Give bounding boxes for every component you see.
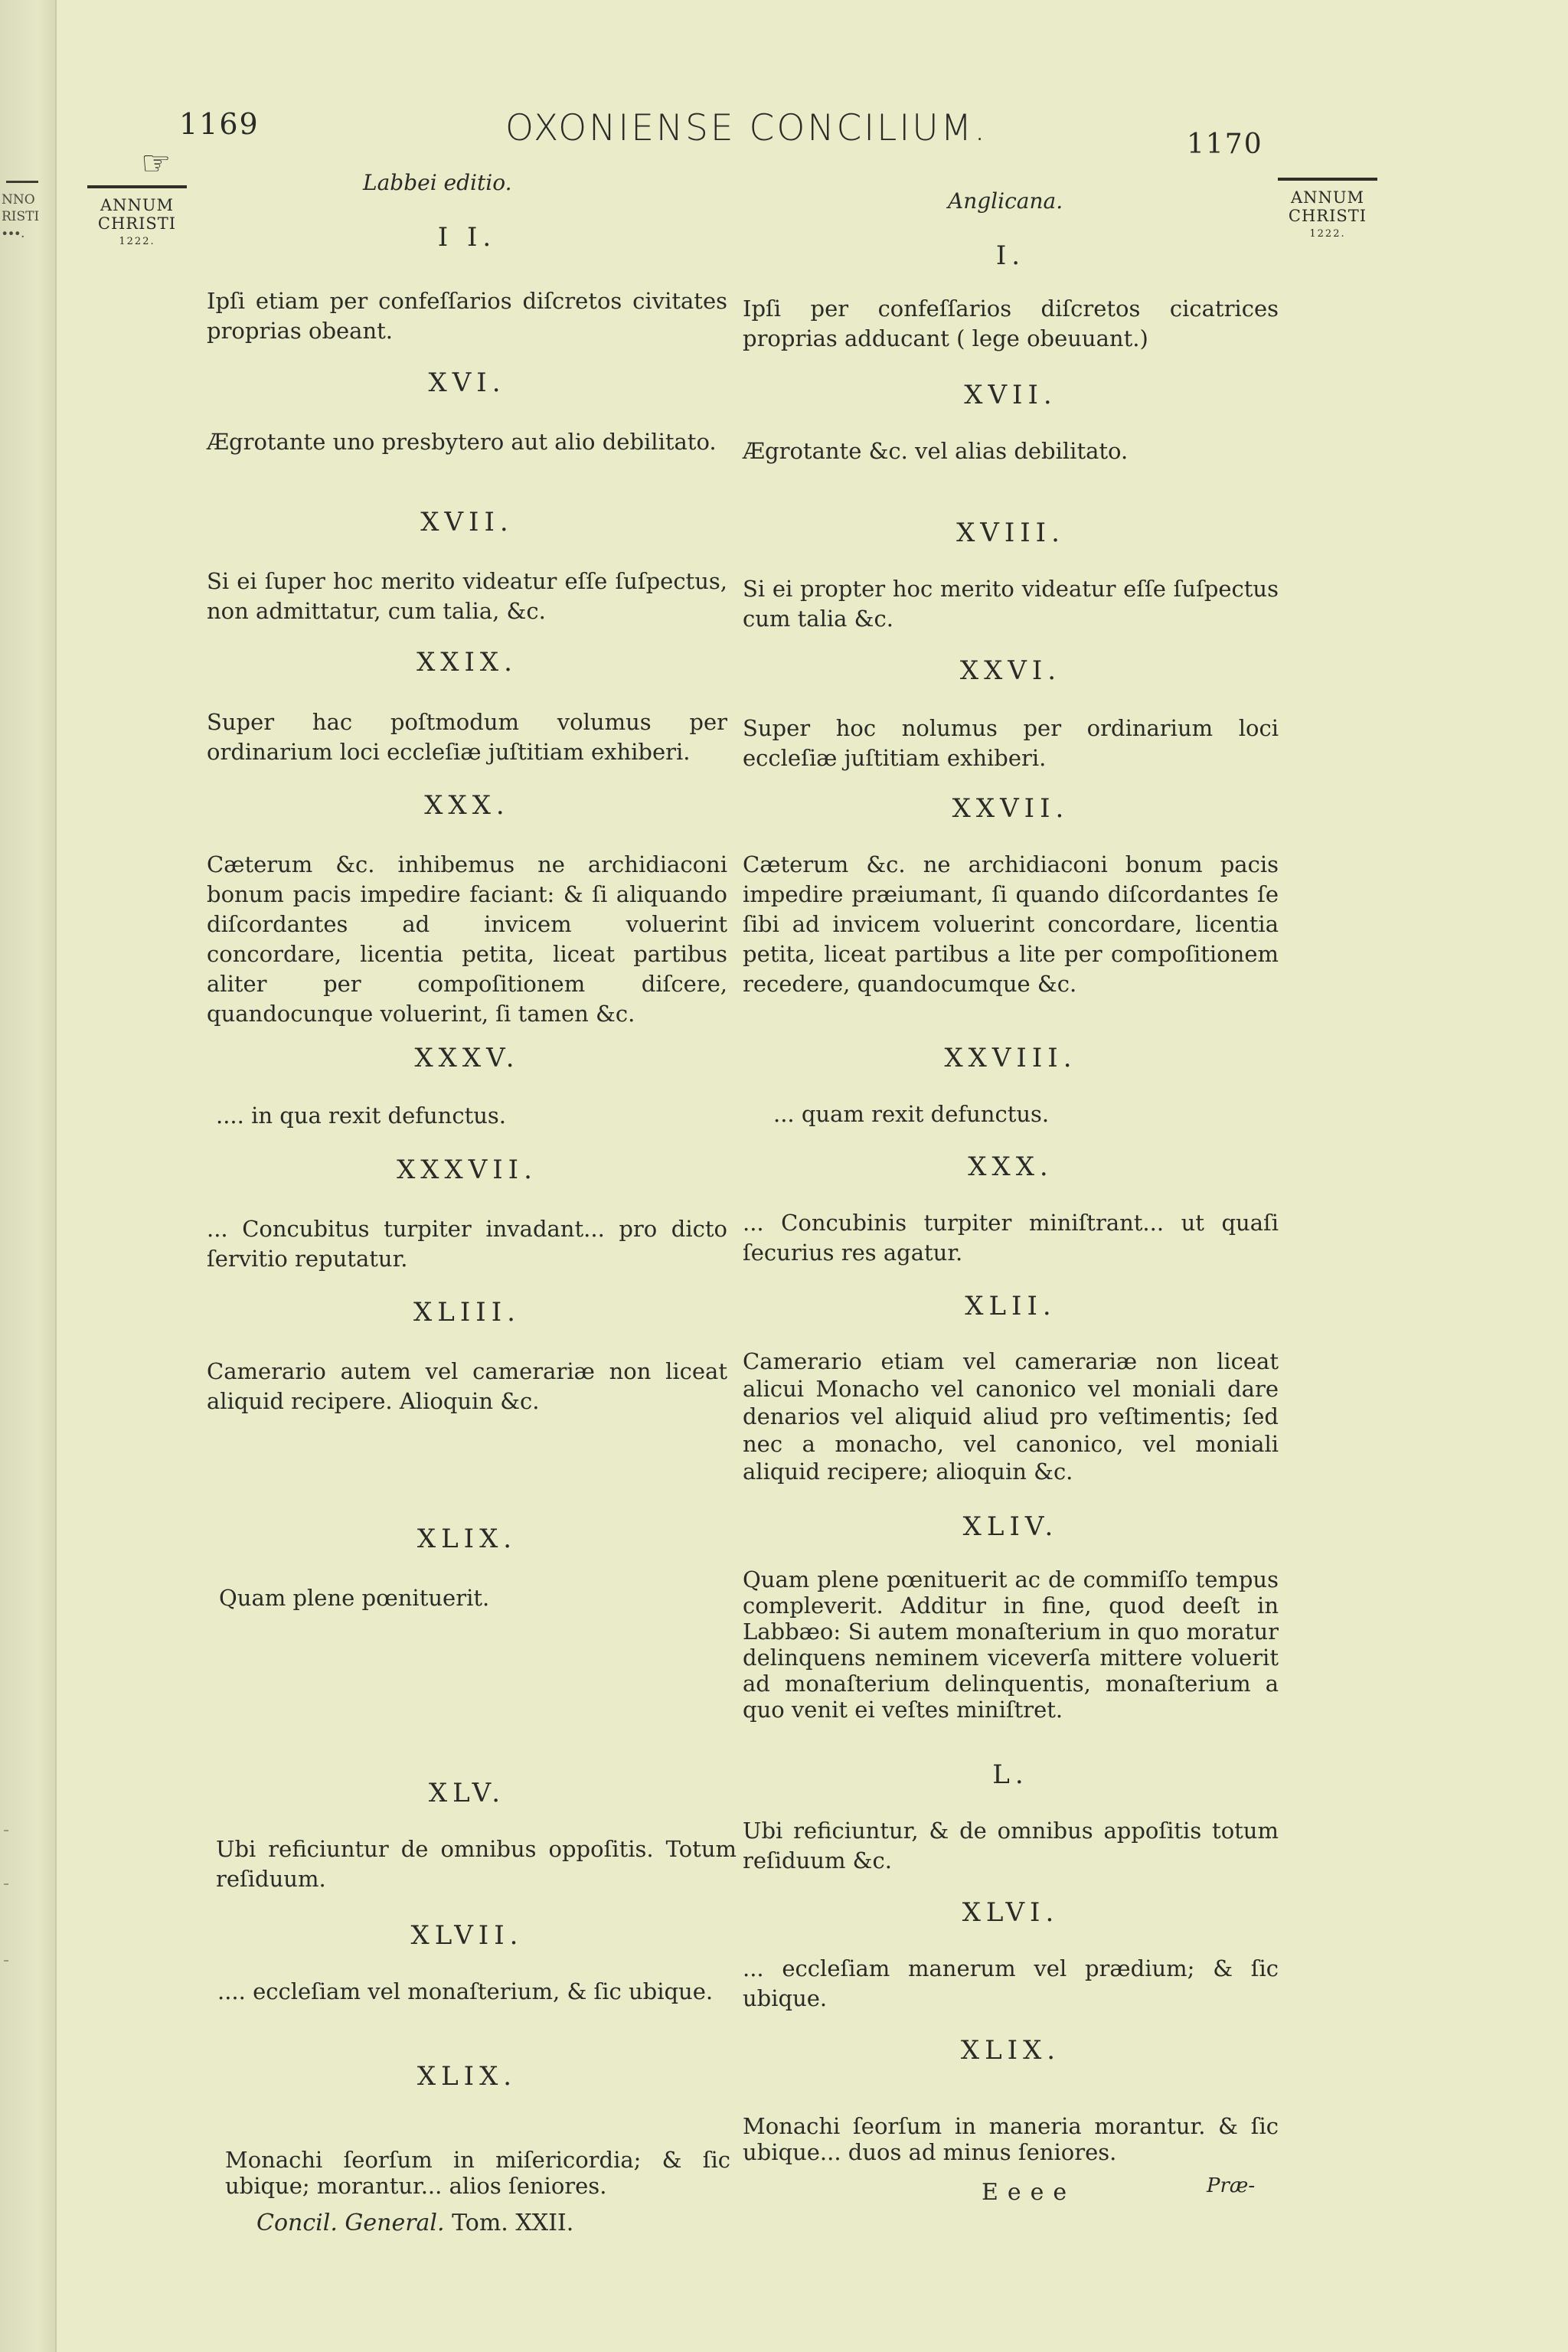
pointing-hand-icon: ☞ bbox=[141, 144, 172, 183]
section-text: Ægrotante uno presbytero aut alio debilitato. bbox=[207, 429, 717, 455]
adjacent-note-line: NNO bbox=[2, 192, 35, 207]
section-numeral: L. bbox=[992, 1759, 1029, 1790]
section-numeral: XVII. bbox=[964, 380, 1057, 410]
adjacent-note-line: ∙∙∙. bbox=[2, 226, 25, 241]
section-numeral: XXXVII. bbox=[397, 1155, 537, 1185]
section-numeral: XVI. bbox=[428, 368, 506, 398]
margin-note-right bbox=[1274, 178, 1381, 243]
section-text: ... quam rexit defunctus. bbox=[773, 1101, 1050, 1127]
margin-note-year: 1222. bbox=[119, 236, 155, 247]
margin-note-line: CHRISTI bbox=[1288, 207, 1367, 225]
section-numeral: XXX. bbox=[968, 1152, 1054, 1182]
section-numeral: XXVIII. bbox=[944, 1043, 1077, 1073]
adjacent-note-line: RISTI bbox=[2, 209, 40, 224]
section-text: Monachi ſeorſum in maneria morantur. & ſic ubique... duos ad minus ſeniores. bbox=[743, 2113, 1279, 2165]
section-text: Cæterum &c. ne archidiaconi bonum pacis impedire præiumant, ſi quando diſcordantes ſe ſibi ad invicem voluerint concordare, licentia petita, liceat partibus a lite per compoſitionem recedere, quandocumque &c. bbox=[743, 851, 1279, 997]
left-column-heading: Labbei editio. bbox=[363, 170, 512, 195]
section-numeral: XVII. bbox=[420, 507, 514, 537]
section-numeral: XLVI. bbox=[962, 1897, 1060, 1928]
section-text: .... eccleſiam vel monaſterium, & ſic ubique. bbox=[217, 1978, 714, 2004]
section-numeral: XXVI. bbox=[959, 655, 1062, 686]
right-column-heading: Anglicana. bbox=[948, 188, 1063, 214]
section-text: Cæterum &c. inhibemus ne archidiaconi bonum pacis impedire faciant: & ſi aliquando diſcordantes ad invicem voluerint concordare, licentia petita, liceat partibus aliter per compoſitionem diſcere, quandocunque voluerint, ſi tamen &c. bbox=[207, 851, 727, 1027]
section-numeral: I. bbox=[995, 240, 1026, 271]
margin-note-left bbox=[80, 185, 194, 251]
section-numeral: XLIV. bbox=[962, 1511, 1059, 1542]
page-number-right: 1170 bbox=[1187, 129, 1263, 160]
section-numeral: XXXV. bbox=[414, 1043, 520, 1073]
section-numeral: XLVII. bbox=[410, 1920, 524, 1951]
signature-title: Concil. General. bbox=[256, 2210, 445, 2236]
section-text: Ipſi per confeſſarios diſcretos cicatrices proprias adducant ( lege obeuuant.) bbox=[743, 296, 1279, 351]
section-text: ... eccleſiam manerum vel prædium; & ſic ubique. bbox=[743, 1955, 1279, 2011]
margin-note-line: CHRISTI bbox=[97, 214, 177, 233]
page-number-left: 1169 bbox=[179, 107, 260, 141]
section-text: Si ei ſuper hoc merito videatur eſſe ſuſpectus, non admittatur, cum talia, &c. bbox=[207, 568, 727, 624]
section-text: Monachi ſeorſum in miſericordia; & ſic ubique; morantur... alios ſeniores. bbox=[225, 2147, 730, 2199]
section-numeral: XLIX. bbox=[416, 1524, 518, 1554]
section-text: Ipſi etiam per confeſſarios diſcretos civitates proprias obeant. bbox=[207, 288, 727, 344]
section-numeral: XLIX. bbox=[416, 2061, 518, 2092]
section-numeral: XXIX. bbox=[416, 647, 518, 678]
section-text: Quam plene pœnituerit ac de commiſſo tempus compleverit. Additur in fine, quod deeſt in Labbæo: Si autem monaſterium in quo moratur delinquens neminem viceverſa mittere voluerit ad monaſterium delinquentis, monaſterium a quo venit ei veſtes miniſtret. bbox=[743, 1566, 1279, 1723]
section-text: Camerario etiam vel camerariæ non liceat alicui Monacho vel canonico vel moniali dare denarios vel aliquid aliud pro veſtimentis; ſed nec a monacho, vel canonico, vel moniali aliquid recipere; alioquin &c. bbox=[743, 1348, 1279, 1485]
section-numeral: XLV. bbox=[428, 1778, 506, 1808]
section-numeral: XLIX. bbox=[960, 2035, 1061, 2066]
section-numeral: XLII. bbox=[965, 1291, 1057, 1321]
section-text: ... Concubinis turpiter miniſtrant... ut quaſi ſecurius res agatur. bbox=[743, 1210, 1279, 1266]
section-text: ... Concubitus turpiter invadant... pro dicto ſervitio reputatur. bbox=[207, 1216, 727, 1272]
section-text: Ubi reficiuntur de omnibus oppoſitis. Totum reſiduum. bbox=[216, 1836, 737, 1892]
section-text: .... in qua rexit defunctus. bbox=[216, 1102, 507, 1129]
section-numeral: XLIII. bbox=[413, 1297, 521, 1328]
margin-note-line: ANNUM bbox=[1290, 188, 1365, 207]
section-text: Ægrotante &c. vel alias debilitato. bbox=[743, 438, 1129, 464]
section-numeral: I I. bbox=[437, 222, 497, 253]
catchword: Præ- bbox=[1207, 2174, 1256, 2197]
section-text: Ubi reficiuntur, & de omnibus appoſitis totum reſiduum &c. bbox=[743, 1818, 1279, 1873]
margin-note-line: ANNUM bbox=[100, 196, 175, 214]
running-title: OXONIENSE CONCILIUM. bbox=[505, 107, 988, 149]
signature-mark: Eeee bbox=[982, 2179, 1076, 2206]
signature-volume: Tom. XXII. bbox=[452, 2210, 574, 2236]
section-text: Si ei propter hoc merito videatur eſſe ſuſpectus cum talia &c. bbox=[743, 576, 1279, 632]
section-text: Quam plene pœnituerit. bbox=[219, 1585, 490, 1611]
section-numeral: XVIII. bbox=[956, 518, 1065, 548]
margin-note-year: 1222. bbox=[1309, 228, 1346, 240]
section-text: Super hac poſtmodum volumus per ordinarium loci eccleſiæ juſtitiam exhiberi. bbox=[207, 709, 727, 765]
section-text: Super hoc nolumus per ordinarium loci eccleſiæ juſtitiam exhiberi. bbox=[743, 715, 1279, 771]
section-numeral: XXX. bbox=[424, 790, 510, 821]
section-numeral: XXVII. bbox=[952, 793, 1070, 824]
margin-rule bbox=[1278, 178, 1377, 181]
volume-signature bbox=[256, 2210, 573, 2236]
margin-rule bbox=[87, 185, 187, 188]
section-text: Camerario autem vel camerariæ non liceat aliquid recipere. Alioquin &c. bbox=[207, 1358, 727, 1414]
